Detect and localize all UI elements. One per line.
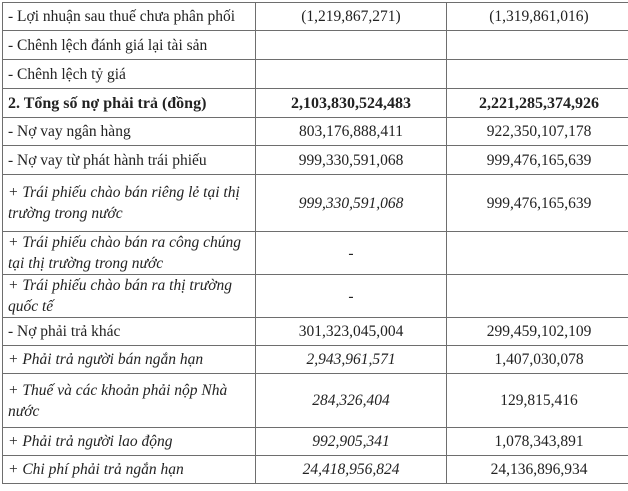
row-label: + Trái phiếu chào bán ra công chúng tại thị trường trong nước [3,232,256,275]
row-bond-loans [3,146,628,175]
row-private-bonds-domestic [3,175,628,232]
value-col1: 2,103,830,524,483 [256,89,447,118]
row-label: + Trái phiếu chào bán riêng lẻ tại thị trường trong nước [3,175,256,232]
row-asset-revaluation [3,31,628,60]
row-label: - Chênh lệch đánh giá lại tài sản [3,31,256,60]
row-label: + Trái phiếu chào bán ra thị trường quốc tế [3,275,256,318]
value-col2 [447,31,628,60]
value-col2: 129,815,416 [447,374,628,428]
financial-liabilities-table [2,2,628,484]
row-bank-loans [3,118,628,146]
value-col1: 2,943,961,571 [256,346,447,374]
row-international-bonds [3,275,628,318]
value-col2: 299,459,102,109 [447,318,628,346]
value-col1: 24,418,956,824 [256,456,447,484]
value-col1 [256,31,447,60]
row-label: + Phải trả người lao động [3,428,256,456]
row-total-liabilities [3,89,628,118]
row-other-liabilities [3,318,628,346]
row-label: - Chênh lệch tỷ giá [3,60,256,89]
row-accrued-expenses [3,456,628,484]
value-col1: (1,219,867,271) [256,3,447,31]
value-col2: 1,078,343,891 [447,428,628,456]
row-short-term-payables-suppliers [3,346,628,374]
value-col1 [256,60,447,89]
value-col1: 301,323,045,004 [256,318,447,346]
value-col1: 992,905,341 [256,428,447,456]
value-col1: 803,176,888,411 [256,118,447,146]
value-col2 [447,60,628,89]
value-col2: 999,476,165,639 [447,146,628,175]
value-col1: - [256,232,447,275]
value-col2: 922,350,107,178 [447,118,628,146]
row-label: - Nợ phải trả khác [3,318,256,346]
value-col1: - [256,275,447,318]
row-payables-employees [3,428,628,456]
value-col2: 999,476,165,639 [447,175,628,232]
value-col2 [447,275,628,318]
value-col1: 999,330,591,068 [256,146,447,175]
row-public-bonds-domestic [3,232,628,275]
value-col1: 284,326,404 [256,374,447,428]
value-col2: 24,136,896,934 [447,456,628,484]
row-label: - Nợ vay từ phát hành trái phiếu [3,146,256,175]
row-label: + Thuế và các khoản phải nộp Nhà nước [3,374,256,428]
value-col2: 1,407,030,078 [447,346,628,374]
row-label: - Nợ vay ngân hàng [3,118,256,146]
value-col1: 999,330,591,068 [256,175,447,232]
value-col2: (1,319,861,016) [447,3,628,31]
value-col2 [447,232,628,275]
row-retained-earnings [3,3,628,31]
row-exchange-rate-diff [3,60,628,89]
row-label: + Chi phí phải trả ngắn hạn [3,456,256,484]
value-col2: 2,221,285,374,926 [447,89,628,118]
row-label: - Lợi nhuận sau thuế chưa phân phối [3,3,256,31]
row-taxes-payable [3,374,628,428]
row-label: + Phải trả người bán ngắn hạn [3,346,256,374]
row-label: 2. Tổng số nợ phải trả (đồng) [3,89,256,118]
